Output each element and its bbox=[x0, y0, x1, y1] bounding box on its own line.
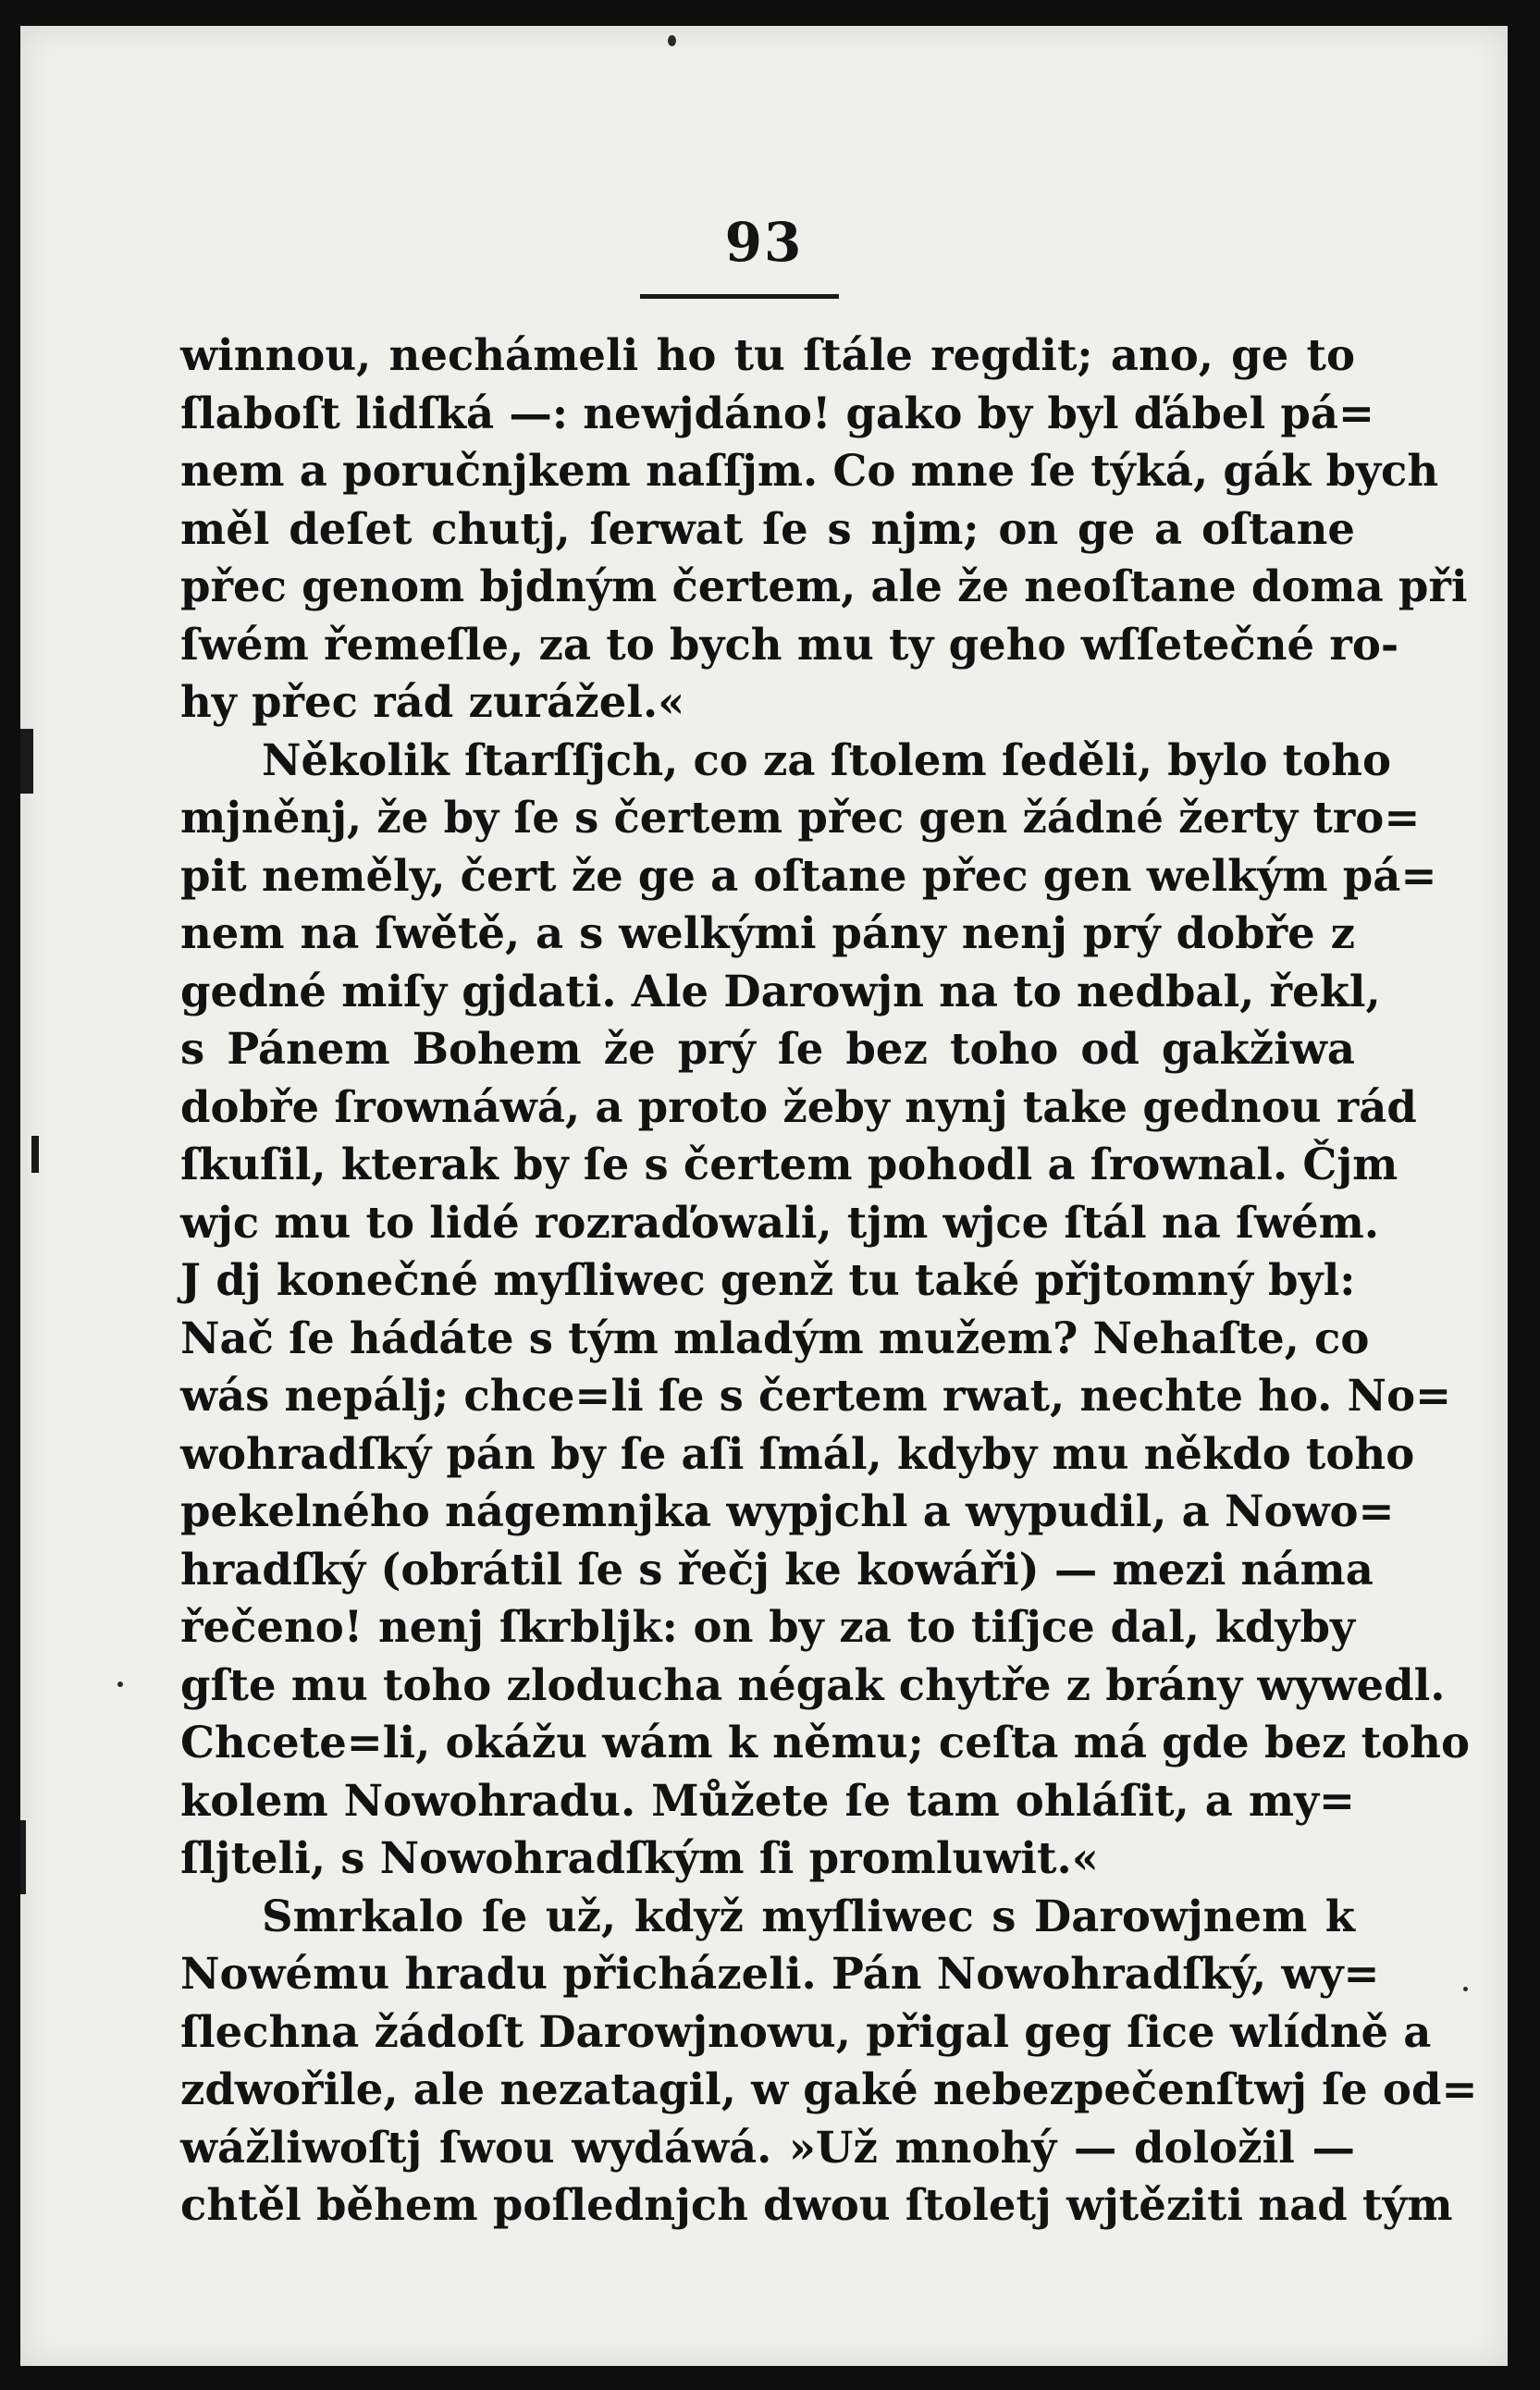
scan-edge-mark bbox=[20, 729, 33, 794]
text-line: nem na ſwětě, a s welkými pány nenj prý dobře z bbox=[180, 907, 1355, 958]
text-line: zdwořile, ale nezatagil, w gaké nebezpečenſtwj ſe od= bbox=[180, 2064, 1478, 2114]
text-line: pekelného nágemnjka wypjchl a wypudil, a Nowo= bbox=[180, 1485, 1395, 1536]
text-line: měl deſet chutj, ſerwat ſe s njm; on ge a oſtane bbox=[180, 502, 1355, 554]
text-line: gſte mu toho zloducha négak chytře z brány wywedl. bbox=[180, 1658, 1446, 1710]
text-line: nem a poručnjkem naſſjm. Co mne ſe týká, gák bych bbox=[180, 445, 1439, 496]
text-line: ſljteli, s Nowohradſkým ſi promluwit.« bbox=[180, 1832, 1099, 1883]
text-line: J dj konečné myſliwec genž tu také přjtomný byl: bbox=[180, 1254, 1356, 1305]
scan-edge-mark bbox=[31, 1136, 39, 1173]
text-line: gedné miſy gjdati. Ale Darowjn na to nedbal, řekl, bbox=[180, 965, 1381, 1016]
scan-speck bbox=[668, 35, 676, 46]
text-line: kolem Nowohradu. Můžete ſe tam ohláſit, a my= bbox=[180, 1774, 1355, 1826]
scan-speck bbox=[117, 1682, 123, 1687]
text-line: ſlechna žádoſt Darowjnowu, přigal geg ſice wlídně a bbox=[180, 2005, 1432, 2057]
body-text bbox=[180, 326, 1478, 2235]
text-line: wážliwoſtj ſwou wydáwá. »Už mnohý — doložil — bbox=[180, 2121, 1355, 2173]
text-line: Nač ſe hádáte s tým mladým mužem? Nehaſte, co bbox=[180, 1312, 1370, 1363]
text-line: wás nepálj; chce=li ſe s čertem rwat, nechte ho. No= bbox=[180, 1370, 1452, 1421]
paragraph-start-line: Několik ſtarſſjch, co za ſtolem ſeděli, bylo toho bbox=[262, 733, 1391, 785]
text-line: mjněnj, že by ſe s čertem přec gen žádné žerty tro= bbox=[180, 792, 1421, 843]
text-line: wjc mu to lidé rozraďowali, tjm wjce ſtál na ſwém. bbox=[180, 1196, 1380, 1248]
text-line: pit neměly, čert že ge a oſtane přec gen welkým pá= bbox=[180, 849, 1437, 901]
text-line: Chcete=li, okážu wám k němu; ceſta má gde bez toho bbox=[180, 1717, 1470, 1768]
page-number-rule bbox=[640, 294, 839, 299]
text-line: wohradſký pán by ſe aſi ſmál, kdyby mu někdo toho bbox=[180, 1427, 1415, 1479]
text-line: s Pánem Bohem že prý ſe bez toho od gakžiwa bbox=[180, 1023, 1355, 1074]
text-line: ſlaboſt lidſká —: newjdáno! gako by byl ďábel pá= bbox=[180, 387, 1374, 438]
text-line: řečeno! nenj ſkrbljk: on by za to tiſjce dal, kdyby bbox=[180, 1601, 1355, 1652]
text-line: dobře ſrownáwá, a proto žeby nynj take gednou rád bbox=[180, 1080, 1417, 1132]
text-line: ſkuſil, kterak by ſe s čertem pohodl a ſrownal. Čjm bbox=[180, 1139, 1398, 1189]
book-page bbox=[20, 26, 1508, 2366]
text-line: hradſký (obrátil ſe s řečj ke kowáři) — mezi náma bbox=[180, 1543, 1374, 1595]
paragraph-start-line: Smrkalo ſe už, když myſliwec s Darowjnem k bbox=[262, 1890, 1355, 1941]
text-line: hy přec rád zurážel.« bbox=[180, 676, 685, 727]
text-line: winnou, nechámeli ho tu ſtále regdit; ano, ge to bbox=[180, 329, 1355, 380]
text-line: přec genom bjdným čertem, ale že neoſtane doma při bbox=[180, 561, 1468, 611]
text-line: chtěl během poſlednjch dwou ſtoletj wjtěziti nad tým bbox=[180, 2179, 1453, 2230]
page-number: 93 bbox=[724, 211, 804, 274]
scan-speck bbox=[1463, 1987, 1468, 1991]
text-line: ſwém řemeſle, za to bych mu ty geho wſſetečné ro- bbox=[180, 618, 1399, 670]
text-line: Nowému hradu přicházeli. Pán Nowohradſký, wy= bbox=[180, 1948, 1380, 1999]
scan-edge-mark bbox=[20, 1820, 26, 1894]
